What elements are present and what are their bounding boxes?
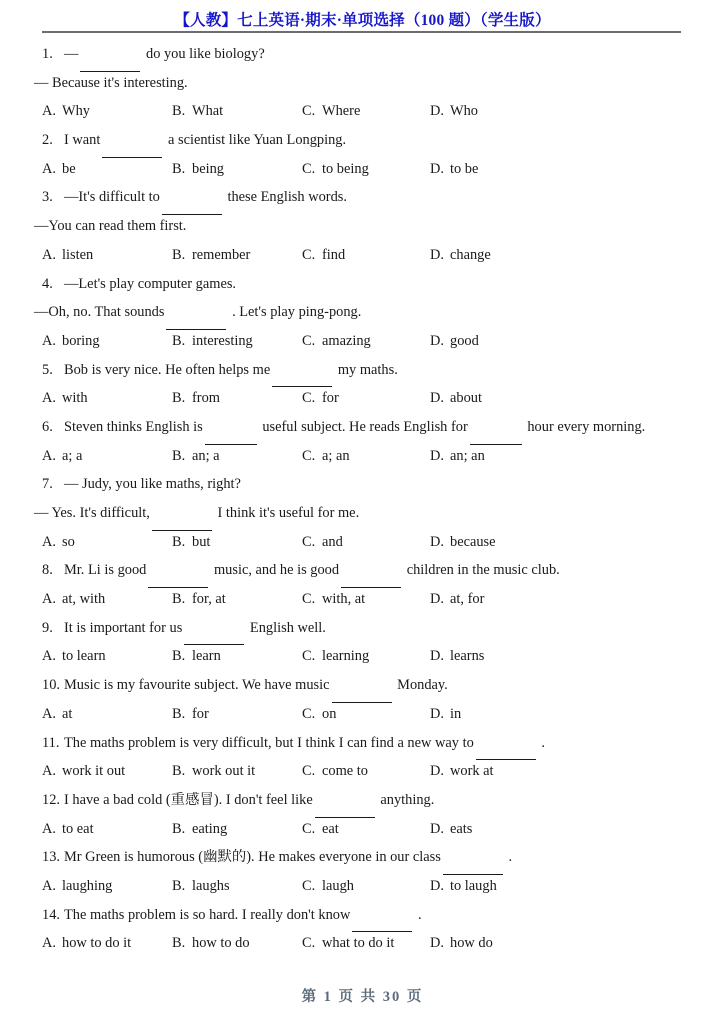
option-a-q9[interactable] xyxy=(42,642,106,671)
option-row xyxy=(0,241,725,270)
option-letter: A. xyxy=(42,533,56,550)
question-text: these English words. xyxy=(227,189,347,206)
answer-blank[interactable] xyxy=(476,731,536,761)
question-stem xyxy=(0,671,725,700)
question-text: do you like biology? xyxy=(146,46,265,62)
option-letter: C. xyxy=(302,935,316,952)
question-reply xyxy=(0,499,725,528)
page-title: 【人教】七上英语·期末·单项选择（100 题）（学生版） xyxy=(174,12,551,29)
option-letter: D. xyxy=(430,648,444,665)
option-letter: D. xyxy=(430,935,444,952)
option-d-q7[interactable] xyxy=(430,528,496,557)
option-letter: B. xyxy=(172,332,186,349)
option-letter: B. xyxy=(172,705,186,722)
question-text: . xyxy=(541,734,545,751)
option-b-q12[interactable] xyxy=(172,815,227,844)
question-text: It is important for us xyxy=(64,619,183,636)
option-label: being xyxy=(192,160,224,177)
question-text: children in the music club. xyxy=(406,562,560,579)
option-letter: B. xyxy=(172,877,186,894)
option-label: Who xyxy=(450,103,478,120)
option-label: eating xyxy=(192,820,228,837)
question-stem xyxy=(0,126,725,155)
option-row xyxy=(0,384,725,413)
option-label: a; an xyxy=(322,447,350,464)
question-text: The maths problem is so hard. I really don't know xyxy=(64,906,351,923)
option-letter: D. xyxy=(430,533,444,550)
option-letter: A. xyxy=(42,705,56,722)
option-label: a; a xyxy=(62,447,83,464)
option-letter: B. xyxy=(172,591,186,608)
option-d-q8[interactable] xyxy=(430,585,484,614)
answer-blank[interactable] xyxy=(152,501,212,531)
question-number: 1. xyxy=(42,46,53,62)
question-number: 4. xyxy=(42,275,53,292)
option-c-q6[interactable] xyxy=(302,442,350,471)
option-label: remember xyxy=(192,246,251,263)
option-letter: D. xyxy=(430,877,444,894)
option-b-q8[interactable] xyxy=(172,585,226,614)
option-label: at, with xyxy=(62,591,106,608)
question-number: 2. xyxy=(42,132,53,149)
option-label: but xyxy=(192,533,211,550)
option-label: laughing xyxy=(62,877,113,894)
option-label: work out it xyxy=(192,763,256,780)
option-letter: B. xyxy=(172,648,186,665)
option-b-q5[interactable] xyxy=(172,384,220,413)
option-letter: D. xyxy=(430,160,444,177)
question-reply xyxy=(0,212,725,241)
option-label: how to do it xyxy=(62,935,132,952)
option-label: from xyxy=(192,390,220,407)
question-text: I have a bad cold (重感冒). I don't feel like xyxy=(64,791,313,808)
option-d-q11[interactable] xyxy=(430,757,494,786)
question-text: . xyxy=(508,849,513,866)
question-number: 3. xyxy=(42,189,53,206)
option-letter: A. xyxy=(42,648,56,665)
option-label: on xyxy=(322,705,337,722)
answer-blank[interactable] xyxy=(332,673,392,703)
title-divider xyxy=(42,31,681,33)
option-letter: C. xyxy=(302,103,316,120)
option-b-q1[interactable] xyxy=(172,97,223,126)
option-label: laugh xyxy=(322,877,354,894)
option-letter: A. xyxy=(42,591,56,608)
option-letter: C. xyxy=(302,763,316,780)
option-d-q13[interactable] xyxy=(430,872,497,901)
question-text: —Oh, no. That sounds xyxy=(34,304,165,321)
question-reply xyxy=(0,69,725,98)
option-c-q10[interactable] xyxy=(302,700,336,729)
answer-blank[interactable] xyxy=(166,300,226,330)
option-label: because xyxy=(450,533,496,550)
option-c-q12[interactable] xyxy=(302,815,339,844)
option-label: work it out xyxy=(62,763,126,780)
option-letter: D. xyxy=(430,820,444,837)
option-letter: B. xyxy=(172,820,186,837)
option-label: learning xyxy=(322,648,370,665)
option-label: for xyxy=(192,705,209,722)
question-text: anything. xyxy=(380,791,435,808)
option-a-q12[interactable] xyxy=(42,815,94,844)
option-b-q7[interactable] xyxy=(172,528,210,557)
option-a-q13[interactable] xyxy=(42,872,112,901)
option-letter: B. xyxy=(172,160,186,177)
option-b-q6[interactable] xyxy=(172,442,220,471)
option-label: how do xyxy=(450,935,493,952)
option-row xyxy=(0,700,725,729)
option-letter: C. xyxy=(302,820,316,837)
option-label: an; a xyxy=(192,447,220,464)
option-b-q11[interactable] xyxy=(172,757,255,786)
answer-blank[interactable] xyxy=(341,558,401,588)
option-c-q13[interactable] xyxy=(302,872,354,901)
option-a-q11[interactable] xyxy=(42,757,125,786)
option-d-q5[interactable] xyxy=(430,384,482,413)
option-label: laughs xyxy=(192,877,230,894)
question-number: 10. xyxy=(42,677,60,694)
answer-blank[interactable] xyxy=(162,185,222,215)
page-footer: 第 1 页 共 30 页 xyxy=(301,989,424,1005)
option-letter: D. xyxy=(430,246,444,263)
option-label: to eat xyxy=(62,820,94,837)
option-label: change xyxy=(450,246,491,263)
option-letter: D. xyxy=(430,332,444,349)
question-number: 6. xyxy=(42,418,53,435)
option-row xyxy=(0,327,725,356)
option-letter: A. xyxy=(42,447,56,464)
option-row xyxy=(0,872,725,901)
option-label: for, at xyxy=(192,591,226,608)
option-letter: D. xyxy=(430,103,444,120)
question-text: —Let's play computer games. xyxy=(64,275,237,292)
option-label: with xyxy=(62,390,88,407)
option-row xyxy=(0,155,725,184)
question-stem xyxy=(0,729,725,758)
option-d-q3[interactable] xyxy=(430,241,491,270)
option-letter: A. xyxy=(42,332,56,349)
question-number: 12. xyxy=(42,791,60,808)
option-letter: C. xyxy=(302,246,316,263)
question-text: —It's difficult to xyxy=(64,189,160,206)
question-text: — Because it's interesting. xyxy=(34,74,188,91)
option-c-q14[interactable] xyxy=(302,929,394,958)
answer-blank[interactable] xyxy=(315,788,375,818)
question-stem xyxy=(0,270,725,299)
option-c-q7[interactable] xyxy=(302,528,343,557)
option-label: amazing xyxy=(322,332,371,349)
question-text: The maths problem is very difficult, but I think I can find a new way to xyxy=(64,734,474,751)
option-label: to being xyxy=(322,160,369,177)
option-b-q3[interactable] xyxy=(172,241,250,270)
question-number: 14. xyxy=(42,906,60,923)
option-letter: C. xyxy=(302,160,316,177)
option-c-q11[interactable] xyxy=(302,757,368,786)
option-letter: B. xyxy=(172,103,186,120)
option-a-q3[interactable] xyxy=(42,241,93,270)
option-a-q1[interactable] xyxy=(42,97,90,126)
option-letter: C. xyxy=(302,533,316,550)
option-label: to laugh xyxy=(450,877,497,894)
option-label: with, at xyxy=(322,591,366,608)
question-text: English well. xyxy=(249,619,326,636)
option-label: find xyxy=(322,246,346,263)
option-a-q6[interactable] xyxy=(42,442,82,471)
question-list xyxy=(0,40,725,958)
option-a-q2[interactable] xyxy=(42,155,76,184)
question-text: hour every morning. xyxy=(527,418,646,435)
option-letter: C. xyxy=(302,447,316,464)
option-a-q14[interactable] xyxy=(42,929,131,958)
answer-blank[interactable] xyxy=(80,42,140,72)
question-number: 11. xyxy=(42,734,60,751)
answer-blank[interactable] xyxy=(352,903,412,933)
option-label: in xyxy=(450,705,462,722)
option-row xyxy=(0,585,725,614)
option-letter: D. xyxy=(430,447,444,464)
question-number: 5. xyxy=(42,361,53,378)
option-row xyxy=(0,442,725,471)
option-label: learn xyxy=(192,648,221,665)
question-text: Monday. xyxy=(397,677,448,694)
option-a-q7[interactable] xyxy=(42,528,75,557)
option-d-q14[interactable] xyxy=(430,929,493,958)
option-a-q5[interactable] xyxy=(42,384,88,413)
option-letter: C. xyxy=(302,332,316,349)
option-c-q2[interactable] xyxy=(302,155,369,184)
option-c-q1[interactable] xyxy=(302,97,360,126)
question-stem xyxy=(0,183,725,212)
option-letter: B. xyxy=(172,935,186,952)
option-label: work at xyxy=(450,763,494,780)
option-label: about xyxy=(450,390,482,407)
answer-blank[interactable] xyxy=(272,358,332,388)
option-label: at xyxy=(62,705,73,722)
answer-blank[interactable] xyxy=(205,415,257,445)
option-label: and xyxy=(322,533,343,550)
option-letter: D. xyxy=(430,591,444,608)
option-label: at, for xyxy=(450,591,485,608)
option-c-q8[interactable] xyxy=(302,585,365,614)
option-b-q14[interactable] xyxy=(172,929,250,958)
option-a-q4[interactable] xyxy=(42,327,100,356)
question-number: 7. xyxy=(42,476,53,493)
question-number: 8. xyxy=(42,562,53,579)
option-label: so xyxy=(62,533,75,550)
question-text: —You can read them first. xyxy=(34,218,187,235)
option-label: eat xyxy=(322,820,339,837)
question-text: I think it's useful for me. xyxy=(217,505,360,521)
option-letter: C. xyxy=(302,705,316,722)
option-a-q10[interactable] xyxy=(42,700,72,729)
option-label: to learn xyxy=(62,648,106,665)
option-label: eats xyxy=(450,820,473,837)
question-text: — Yes. It's difficult, xyxy=(34,505,150,521)
question-text: my maths. xyxy=(337,361,398,378)
option-b-q13[interactable] xyxy=(172,872,230,901)
option-label: to be xyxy=(450,160,479,177)
answer-blank[interactable] xyxy=(443,845,503,875)
answer-blank[interactable] xyxy=(470,415,522,445)
question-text: music, and he is good xyxy=(213,562,340,579)
option-row xyxy=(0,815,725,844)
option-letter: A. xyxy=(42,246,56,263)
option-letter: A. xyxy=(42,103,56,120)
answer-blank[interactable] xyxy=(184,616,244,646)
option-c-q5[interactable] xyxy=(302,384,339,413)
question-text: Mr Green is humorous (幽默的). He makes everyone in our class xyxy=(64,849,441,866)
option-letter: A. xyxy=(42,160,56,177)
option-label: What xyxy=(192,103,224,120)
option-label: be xyxy=(62,160,76,177)
option-row xyxy=(0,642,725,671)
question-text: — Judy, you like maths, right? xyxy=(64,476,241,493)
question-stem xyxy=(0,786,725,815)
option-letter: D. xyxy=(430,705,444,722)
option-label: good xyxy=(450,332,479,349)
question-stem xyxy=(0,413,725,442)
option-row xyxy=(0,528,725,557)
option-label: what to do it xyxy=(322,935,395,952)
option-letter: B. xyxy=(172,763,186,780)
question-text: Steven thinks English is xyxy=(64,418,203,435)
question-number: 9. xyxy=(42,619,53,636)
option-d-q9[interactable] xyxy=(430,642,484,671)
option-b-q10[interactable] xyxy=(172,700,209,729)
question-text: a scientist like Yuan Longping. xyxy=(167,132,347,149)
question-text: . xyxy=(417,906,422,923)
option-label: boring xyxy=(62,332,100,349)
option-letter: A. xyxy=(42,763,56,780)
question-stem xyxy=(0,470,725,499)
option-letter: C. xyxy=(302,877,316,894)
question-stem xyxy=(0,901,725,930)
option-b-q2[interactable] xyxy=(172,155,224,184)
option-label: Why xyxy=(62,103,90,120)
option-c-q4[interactable] xyxy=(302,327,371,356)
option-b-q9[interactable] xyxy=(172,642,221,671)
option-letter: A. xyxy=(42,877,56,894)
option-letter: B. xyxy=(172,447,186,464)
question-stem xyxy=(0,40,725,69)
option-d-q1[interactable] xyxy=(430,97,478,126)
option-c-q9[interactable] xyxy=(302,642,369,671)
option-letter: C. xyxy=(302,648,316,665)
option-letter: B. xyxy=(172,390,186,407)
answer-blank[interactable] xyxy=(148,558,208,588)
option-c-q3[interactable] xyxy=(302,241,345,270)
option-letter: D. xyxy=(430,390,444,407)
option-label: how to do xyxy=(192,935,250,952)
option-label: learns xyxy=(450,648,485,665)
question-number: 13. xyxy=(42,849,60,866)
question-text: — xyxy=(64,46,79,62)
question-text: useful subject. He reads English for xyxy=(262,418,468,435)
option-b-q4[interactable] xyxy=(172,327,253,356)
option-row xyxy=(0,929,725,958)
option-d-q6[interactable] xyxy=(430,442,485,471)
question-text: Music is my favourite subject. We have music xyxy=(64,677,330,694)
question-stem xyxy=(0,614,725,643)
question-reply xyxy=(0,298,725,327)
question-text: Bob is very nice. He often helps me xyxy=(64,361,271,378)
question-stem xyxy=(0,356,725,385)
option-a-q8[interactable] xyxy=(42,585,105,614)
option-letter: A. xyxy=(42,820,56,837)
option-row xyxy=(0,97,725,126)
option-d-q2[interactable] xyxy=(430,155,478,184)
option-label: Where xyxy=(322,103,361,120)
question-text: . Let's play ping-pong. xyxy=(232,304,362,321)
option-letter: B. xyxy=(172,533,186,550)
option-label: an; an xyxy=(450,447,485,464)
option-label: interesting xyxy=(192,332,253,349)
answer-blank[interactable] xyxy=(102,128,162,158)
option-row xyxy=(0,757,725,786)
question-stem xyxy=(0,843,725,872)
option-d-q12[interactable] xyxy=(430,815,472,844)
option-letter: A. xyxy=(42,935,56,952)
option-letter: B. xyxy=(172,246,186,263)
option-letter: D. xyxy=(430,763,444,780)
option-d-q10[interactable] xyxy=(430,700,461,729)
option-d-q4[interactable] xyxy=(430,327,479,356)
question-text: Mr. Li is good xyxy=(64,562,147,579)
option-label: listen xyxy=(62,246,94,263)
option-letter: C. xyxy=(302,390,316,407)
question-stem xyxy=(0,556,725,585)
option-label: come to xyxy=(322,763,368,780)
option-letter: A. xyxy=(42,390,56,407)
option-label: for xyxy=(322,390,339,407)
question-text: I want xyxy=(64,132,101,149)
option-letter: C. xyxy=(302,591,316,608)
